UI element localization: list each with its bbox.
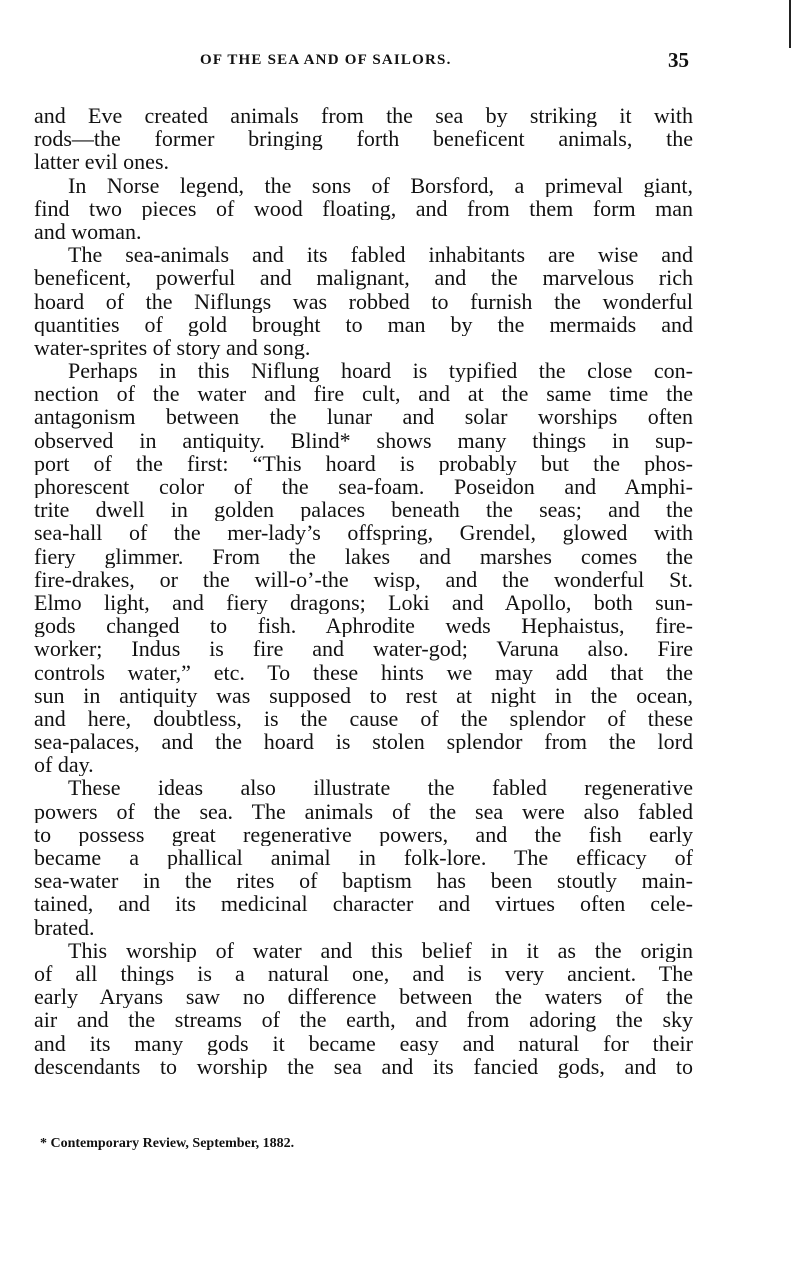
text-line: find two pieces of wood floating, and from them form man xyxy=(34,196,693,220)
text-line: rods—the former bringing forth beneficent animals, the xyxy=(34,127,693,151)
body-text xyxy=(34,104,693,1078)
text-line: and here, doubtless, is the cause of the splendor of these xyxy=(34,706,693,731)
paragraph xyxy=(34,174,693,244)
text-line: fire-drakes, or the will-o’-the wisp, and the wonderful St. xyxy=(34,567,693,591)
text-line: In Norse legend, the sons of Borsford, a primeval giant, xyxy=(68,173,693,197)
text-line: This worship of water and this belief in it as the origin xyxy=(68,938,693,962)
text-line: trite dwell in golden palaces beneath the seas; and the xyxy=(34,498,693,522)
paragraph xyxy=(34,776,693,938)
text-line: observed in antiquity. Blind* shows many things in sup- xyxy=(34,428,693,452)
text-line: phorescent color of the sea-foam. Poseidon and Amphi- xyxy=(34,475,693,499)
text-line: sea-hall of the mer-lady’s offspring, Grendel, glowed with xyxy=(34,521,693,545)
text-line: antagonism between the lunar and solar worships often xyxy=(34,405,693,429)
text-line: tained, and its medicinal character and virtues often cele- xyxy=(34,892,693,916)
text-line: beneficent, powerful and malignant, and the marvelous rich xyxy=(34,266,693,290)
text-line: controls water,” etc. To these hints we may add that the xyxy=(34,660,693,684)
text-line: Perhaps in this Niflung hoard is typified the close con- xyxy=(68,359,693,383)
text-line: of all things is a natural one, and is very ancient. The xyxy=(34,961,693,986)
text-line: worker; Indus is fire and water-god; Varuna also. Fire xyxy=(34,637,693,661)
text-line: brated. xyxy=(34,915,95,939)
text-line: of day. xyxy=(34,753,94,777)
text-line: hoard of the Niflungs was robbed to furnish the wonderful xyxy=(34,289,693,313)
text-line: gods changed to fish. Aphrodite weds Hephaistus, fire- xyxy=(34,614,693,638)
text-line: sun in antiquity was supposed to rest at night in the ocean, xyxy=(34,683,693,707)
text-line: and Eve created animals from the sea by striking it with xyxy=(34,104,693,128)
text-line: These ideas also illustrate the fabled regenerative xyxy=(68,776,693,800)
text-line: port of the first: “This hoard is probably but the phos- xyxy=(34,451,693,475)
text-line: early Aryans saw no difference between the waters of the xyxy=(34,985,693,1009)
text-line: latter evil ones. xyxy=(34,150,170,174)
text-line: water-sprites of story and song. xyxy=(34,335,311,360)
text-line: nection of the water and fire cult, and at the same time the xyxy=(34,382,693,406)
text-line: Elmo light, and fiery dragons; Loki and Apollo, both sun- xyxy=(34,590,693,615)
text-line: The sea-animals and its fabled inhabitants are wise and xyxy=(68,243,693,267)
text-line: fiery glimmer. From the lakes and marshes comes the xyxy=(34,544,693,568)
text-line: to possess great regenerative powers, and the fish early xyxy=(34,822,693,846)
text-line: quantities of gold brought to man by the mermaids and xyxy=(34,312,693,336)
text-line: air and the streams of the earth, and from adoring the sky xyxy=(34,1008,693,1032)
footnote: * Contemporary Review, September, 1882. xyxy=(40,1136,295,1151)
text-line: and woman. xyxy=(34,219,142,244)
text-line: powers of the sea. The animals of the sea were also fabled xyxy=(34,799,693,823)
paragraph xyxy=(34,359,693,776)
text-line: sea-water in the rites of baptism has been stoutly main- xyxy=(34,869,693,893)
running-head: OF THE SEA AND OF SAILORS. xyxy=(200,52,452,68)
text-line: sea-palaces, and the hoard is stolen splendor from the lord xyxy=(34,730,693,754)
page-number: 35 xyxy=(668,48,689,72)
text-line: became a phallical animal in folk-lore. The efficacy of xyxy=(34,846,693,870)
paragraph xyxy=(34,104,693,174)
page-edge-line xyxy=(789,0,791,48)
text-line: descendants to worship the sea and its fancied gods, and to xyxy=(34,1054,693,1078)
text-line: and its many gods it became easy and natural for their xyxy=(34,1031,693,1055)
paragraph xyxy=(34,243,693,359)
paragraph xyxy=(34,939,693,1078)
